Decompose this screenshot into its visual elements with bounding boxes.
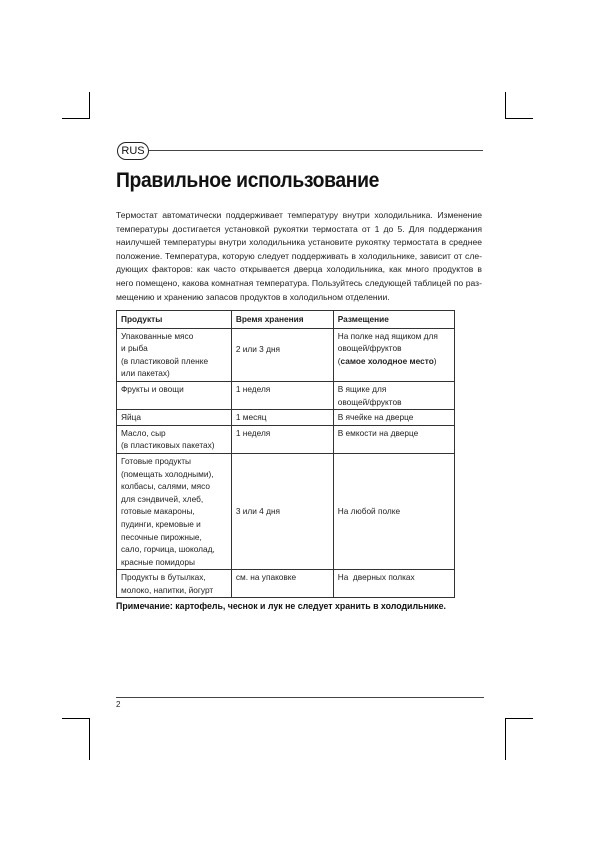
- placement-line: В ячейке на дверце: [337, 412, 414, 423]
- product-line: (помещать холодными),: [121, 468, 214, 479]
- product-line: пудинги, кремовые и: [121, 518, 201, 529]
- crop-mark-top-right-vertical: [505, 92, 506, 119]
- product-line: Фрукты и овощи: [121, 383, 184, 394]
- product-line: колбасы, салями, мясо: [121, 481, 210, 492]
- product-line: и рыба: [121, 343, 148, 354]
- placement-emphasis: (самое холодное место): [337, 355, 437, 366]
- cell-product: [117, 410, 232, 426]
- product-line: Продукты в бутылках,: [121, 572, 206, 583]
- table-row: [117, 381, 455, 409]
- crop-mark-bottom-left-vertical: [89, 718, 90, 760]
- crop-mark-bottom-right-vertical: [505, 718, 506, 760]
- crop-mark-top-left-vertical: [89, 92, 90, 119]
- cell-product: [117, 328, 232, 381]
- placement-line: На любой полке: [337, 506, 401, 517]
- product-line: сало, горчица, шоколад,: [121, 544, 215, 555]
- product-line: молоко, напитки, йогурт: [121, 584, 214, 595]
- storage-table: [116, 310, 455, 598]
- cell-time: 2 или 3 дня: [231, 328, 333, 381]
- product-line: песочные пирожные,: [121, 531, 202, 542]
- product-line: готовые макароны,: [121, 506, 195, 517]
- intro-line: дующих факторов: как часто открывается дверца холодильника, как много продуктов в: [116, 264, 482, 275]
- placement-line: На дверных полках: [337, 572, 415, 583]
- cell-placement: [333, 328, 454, 381]
- column-header-placement: Размещение: [333, 311, 454, 329]
- cell-time: 3 или 4 дня: [231, 453, 333, 569]
- column-header-products: Продукты: [117, 311, 232, 329]
- cell-product: [117, 425, 232, 453]
- intro-line: положение. Температура, которую следует поддерживать в холодильнике, зависит от сле-: [116, 250, 482, 261]
- language-badge: RUS: [117, 142, 149, 160]
- crop-mark-top-left-horizontal: [62, 118, 90, 119]
- placement-bold: самое холодное место: [340, 355, 434, 366]
- product-line: Готовые продукты: [121, 455, 191, 466]
- page-title: Правильное использование: [116, 168, 380, 192]
- cell-time: 1 неделя: [231, 425, 333, 453]
- product-line: Упакованные мясо: [121, 330, 194, 341]
- column-header-storage-time: Время хранения: [231, 311, 333, 329]
- intro-paragraph: [116, 209, 482, 304]
- placement-line: овощей/фруктов: [337, 396, 402, 407]
- intro-line: Термостат автоматически поддерживает температуру внутри холодильника. Изменение: [116, 210, 482, 220]
- product-line: (в пластиковых пакетах): [121, 440, 215, 451]
- placement-line: В ящике для: [337, 383, 387, 394]
- placement-line: На полке над ящиком для: [337, 330, 438, 341]
- cell-product: [117, 453, 232, 569]
- cell-placement: [333, 410, 454, 426]
- cell-time: 1 неделя: [231, 381, 333, 409]
- cell-product: [117, 570, 232, 598]
- header-rule: [149, 150, 483, 151]
- cell-time: см. на упаковке: [231, 570, 333, 598]
- placement-line: В емкости на дверце: [337, 427, 419, 438]
- table-row: [117, 328, 455, 381]
- cell-placement: [333, 381, 454, 409]
- product-line: Масло, сыр: [121, 427, 166, 438]
- product-line: красные помидоры: [121, 556, 195, 567]
- cell-product: [117, 381, 232, 409]
- crop-mark-bottom-right-horizontal: [505, 718, 533, 719]
- intro-line: наилучшей температуры внутри холодильника установите рукоятку термостата в среднее: [116, 237, 482, 248]
- crop-mark-bottom-left-horizontal: [62, 718, 90, 719]
- product-line: Яйца: [121, 412, 141, 423]
- table-header-row: [117, 311, 455, 329]
- intro-line: него помещено, какова комнатная температура. Пользуйтесь следующей таблицей по раз-: [116, 277, 482, 288]
- table-row: [117, 425, 455, 453]
- cell-time: 1 месяц: [231, 410, 333, 426]
- cell-placement: [333, 453, 454, 569]
- table-row: [117, 410, 455, 426]
- table-row: [117, 570, 455, 598]
- product-line: для сэндвичей, хлеб,: [121, 493, 204, 504]
- cell-placement: [333, 570, 454, 598]
- product-line: (в пластиковой пленке: [121, 355, 209, 366]
- footer-rule: [116, 697, 484, 698]
- storage-note: Примечание: картофель, чеснок и лук не следует хранить в холодильнике.: [116, 601, 446, 611]
- cell-placement: [333, 425, 454, 453]
- page-number: 2: [116, 700, 121, 709]
- table-row: [117, 453, 455, 569]
- crop-mark-top-right-horizontal: [505, 118, 533, 119]
- intro-line: мещению и хранению запасов продуктов в холодильном отделении.: [116, 291, 390, 302]
- placement-line: овощей/фруктов: [337, 343, 402, 354]
- intro-line: температуры достигается установкой рукоятки термостата от 1 до 5. Для поддержания: [116, 223, 482, 234]
- product-line: или пакетах): [121, 368, 170, 379]
